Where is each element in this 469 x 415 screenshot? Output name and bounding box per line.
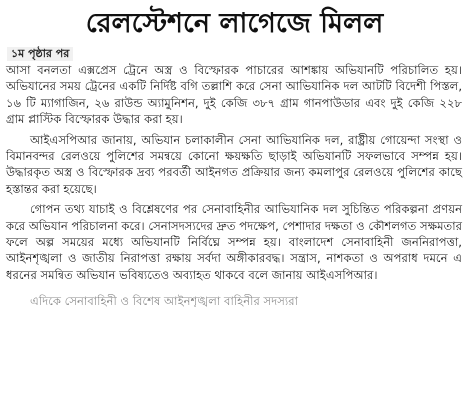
paragraph-3: গোপন তথ্য যাচাই ও বিশ্লেষণের পর সেনাবাহিনীর আভিযানিক দল সুচিন্তিত পরিকল্পনা প্রণয়ন করে অভিযান পরিচালনা করে। সেনাসদস্যদের দ্রুত পদক্ষেপ, পেশাদার দক্ষতা ও কৌশলগত সক্ষমতার ফলে অল্প সময়ের মধ্যে অভিযানটি নির্বিঘ্নে সম্পন্ন হয়। বাংলাদেশ সেনাবাহিনী জননিরাপত্তা, আইনশৃঙ্খলা ও জাতীয় নিরাপত্তা রক্ষায় সর্বদা অঙ্গীকারবদ্ধ। সন্ত্রাস, নাশকতা ও অপরাধ দমনে এ ধরনের সমন্বিত অভিযান ভবিষ্যতেও অব্যাহত থাকবে বলে জানায় আইএসপিআর। [6,202,462,282]
faded-next-line: এদিকে সেনাবাহিনী ও বিশেষ আইনশৃঙ্খলা বাহিনীর সদস্যরা [30,294,299,308]
continuation-label: ১ম পৃষ্ঠার পর [7,47,73,61]
headline: রেলস্টেশনে লাগেজে মিলল [85,8,384,39]
article-body [6,62,462,307]
paragraph-1: আসা বনলতা এক্সপ্রেস ট্রেনে অস্ত্র ও বিস্ফোরক পাচারের আশঙ্কায় অভিযানটি পরিচালিত হয়। অভিযানের সময় ট্রেনের একটি নির্দিষ্ট বগি তল্লাশি করে সেনা আভিযানিক দল আটটি বিদেশী পিস্তল, ১৬ টি ম্যাগাজিন, ২৬ রাউন্ড অ্যামুনিশন, দুই কেজি ৩৮৭ গ্রাম গানপাউডার এবং দুই কেজি ২২৮ গ্রাম প্লাস্টিক বিস্ফোরক উদ্ধার করা হয়। [6,63,462,127]
paragraph-2: আইএসপিআর জানায়, অভিযান চলাকালীন সেনা আভিযানিক দল, রাষ্ট্রীয় গোয়েন্দা সংস্থা ও বিমানবন্দর রেলওয়ে পুলিশের সমন্বয়ে কোনো ক্ষয়ক্ষতি ছাড়াই অভিযানটি সফলভাবে সম্পন্ন হয়। উদ্ধারকৃত অস্ত্র ও বিস্ফোরক দ্রব্য পরবর্তী আইনগত প্রক্রিয়ার জন্য কমলাপুর রেলওয়ে পুলিশের কাছে হস্তান্তর করা হয়েছে। [6,132,462,196]
